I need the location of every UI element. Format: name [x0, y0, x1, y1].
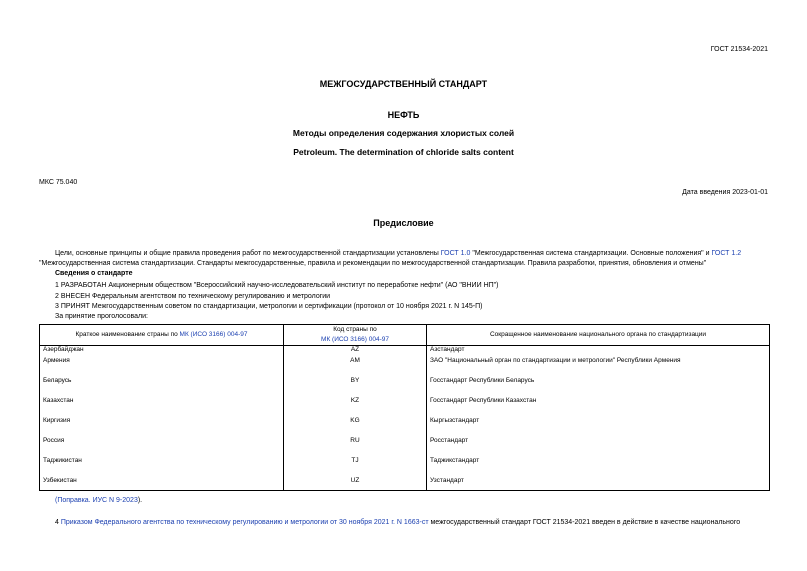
item-3: 3 ПРИНЯТ Межгосударственным советом по стандартизации, метрологии и сертификации (протокол от 10 ноября 2021 г. N 145-П) [55, 303, 483, 310]
voted-label: За принятие проголосовали: [55, 313, 148, 320]
foreword-paragraph-2: "Межгосударственная система стандартизации. Стандарты межгосударственные, правила и рекомендации по межгосударственной стандартизации. Правила разработки, принятия, обновления и отмены" [39, 260, 707, 267]
item-2: 2 ВНЕСЕН Федеральным агентством по техническому регулированию и метрологии [55, 293, 331, 300]
table-row: Киргизия KG Кыргызстандарт [40, 417, 770, 437]
countries-table [39, 324, 770, 491]
item-4: 4 Приказом Федерального агентства по техническому регулированию и метрологии от 30 ноября 2021 г. N 1663-ст межгосударственный стандарт ГОСТ 21534-2021 введен в действие в качестве национального [55, 519, 741, 526]
table-row: Беларусь BY Госстандарт Республики Беларусь [40, 377, 770, 397]
table-row: Узбекистан UZ Узстандарт [40, 477, 770, 491]
mk-iso-link[interactable]: МК (ИСО 3166) 004-97 [321, 336, 389, 343]
mk-iso-link[interactable]: МК (ИСО 3166) 004-97 [179, 331, 248, 338]
item-1: 1 РАЗРАБОТАН Акционерным обществом "Всероссийский научно-исследовательский институт по переработке нефти" (АО "ВНИИ НП") [55, 282, 499, 289]
title-en: Petroleum. The determination of chloride salts content [293, 147, 514, 157]
table-row: Казахстан KZ Госстандарт Республики Казахстан [40, 397, 770, 417]
standard-type: МЕЖГОСУДАРСТВЕННЫЙ СТАНДАРТ [319, 79, 488, 89]
col-header-country: Краткое наименование страны по МК (ИСО 3166) 004-97 [40, 325, 284, 346]
foreword-paragraph-1: Цели, основные принципы и общие правила проведения работ по межгосударственной стандартизации установлены ГОСТ 1.0 "Межгосударственная система стандартизации. Основные положения" и ГОСТ 1.2 [55, 250, 742, 257]
title-ru: Методы определения содержания хлористых солей [292, 128, 515, 138]
gost-1-0-link[interactable]: ГОСТ 1.0 [440, 250, 471, 257]
amendment-link[interactable]: Поправка. ИУС N 9-2023 [57, 497, 138, 504]
foreword-title: Предисловие [373, 218, 434, 228]
about-heading: Сведения о стандарте [55, 270, 133, 277]
title-main: НЕФТЬ [387, 110, 420, 120]
amendment-note: (Поправка. ИУС N 9-2023). [55, 497, 143, 504]
mks-code: МКС 75.040 [39, 179, 78, 186]
intro-date: Дата введения 2023-01-01 [682, 189, 768, 196]
col-header-code: Код страны по МК (ИСО 3166) 004-97 [284, 325, 427, 346]
table-row: Армения AM ЗАО "Национальный орган по стандартизации и метрологии" Республики Армения [40, 357, 770, 377]
table-row: Азербайджан AZ Азстандарт [40, 346, 770, 357]
table-header-row [40, 325, 770, 346]
doc-code: ГОСТ 21534-2021 [710, 46, 768, 53]
order-link[interactable]: Приказом Федерального агентства по техническому регулированию и метрологии от 30 ноября 2021 г. N 1663-ст [60, 519, 429, 526]
table-row: Россия RU Росстандарт [40, 437, 770, 457]
gost-1-2-link[interactable]: ГОСТ 1.2 [711, 250, 742, 257]
table-row: Таджикистан TJ Таджикстандарт [40, 457, 770, 477]
col-header-body: Сокращенное наименование национального органа по стандартизации [427, 325, 770, 346]
